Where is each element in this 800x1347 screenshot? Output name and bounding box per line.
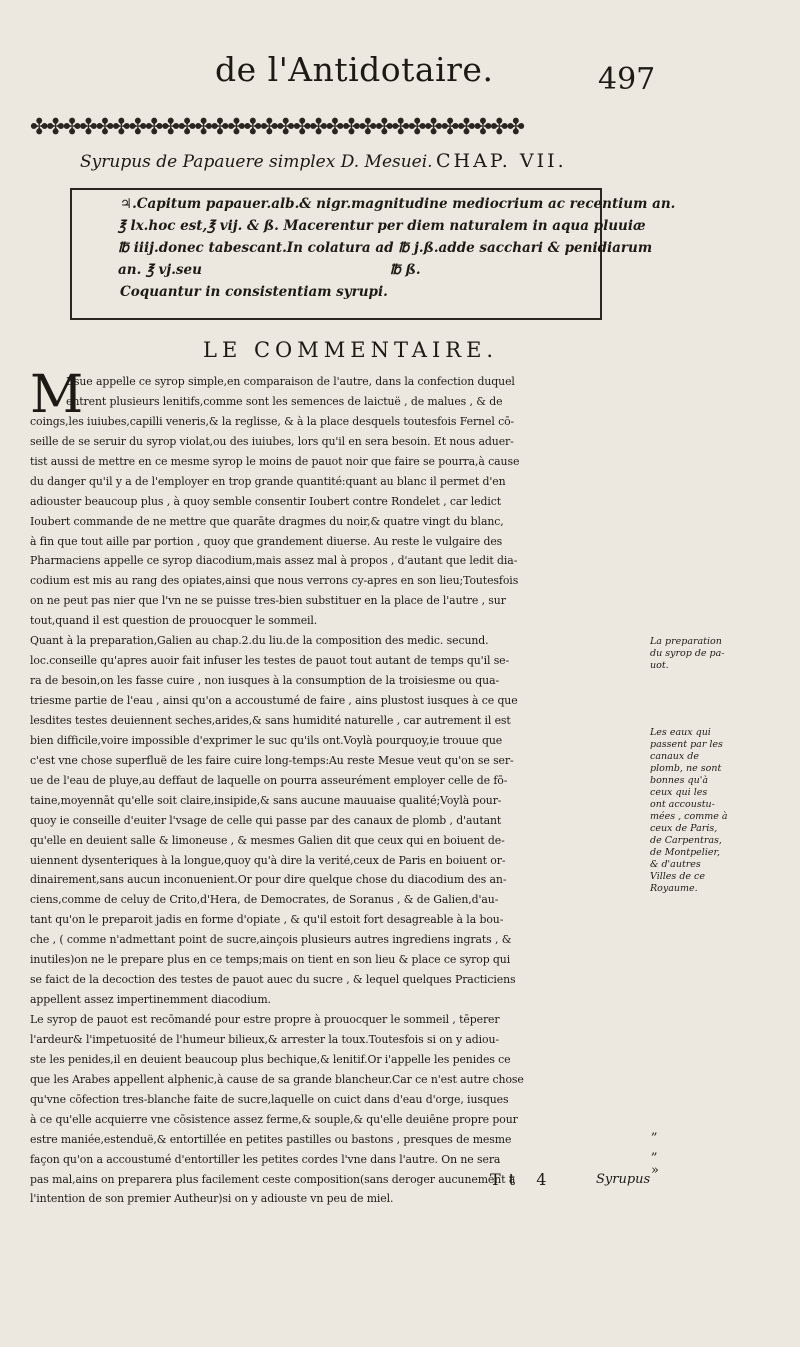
margin-note-line: passent par les <box>650 739 723 750</box>
drop-cap: M <box>30 365 84 425</box>
margin-note-line: Les eaux qui <box>650 727 711 738</box>
text-line: l'ardeur& l'impetuosité de l'humeur bilieux,& arrester la toux.Toutesfois si on y adiou- <box>30 1032 499 1046</box>
margin-note-line: Villes de ce <box>650 871 705 882</box>
text-line: tant qu'on le preparoit jadis en forme d'opiate , & qu'il estoit fort desagreable à la bou- <box>30 913 504 927</box>
text-line: codium est mis au rang des opiates,ainsi que nous verrons cy-apres en son lieu;Toutesfois <box>30 574 519 588</box>
ornament-glyphs: ✤✤✤✤✤✤✤✤✤✤✤✤✤✤✤✤✤✤✤✤✤✤✤✤✤✤✤✤✤✤ <box>30 115 524 140</box>
text-line: seille de se seruir du syrop violat,ou des iuiubes, lors qu'il en sera besoin. Et nous aduer- <box>30 434 514 448</box>
margin-note-line: uot. <box>650 660 669 671</box>
text-line: ciens,comme de celuy de Crito,d'Hera, de Democrates, de Soranus , & de Galien,d'au- <box>30 893 499 907</box>
text-line: taine,moyennāt qu'elle soit claire,insipide,& sans aucune mauuaise qualité;Voylà pour- <box>30 793 502 807</box>
quote-marks <box>651 1121 659 1181</box>
signature-mark: Tt 4 <box>490 1170 555 1189</box>
recipe-line: Coquantur in consistentiam syrupi. <box>120 284 388 300</box>
text-line: Quant à la preparation,Galien au chap.2.du liu.de la composition des medic. secund. <box>30 634 489 648</box>
text-line: Le syrop de pauot est recōmandé pour estre propre à prouocquer le sommeil , tēperer <box>30 1013 500 1026</box>
ornament-band <box>30 113 656 143</box>
text-line: bien difficile,voire impossible d'exprimer le suc qu'ils ont.Voylà pourquoy,ie trouue que <box>30 733 503 747</box>
margin-note-line: ceux qui les <box>650 787 708 798</box>
margin-note-line: plomb, ne sont <box>650 763 722 774</box>
text-line: Pharmaciens appelle ce syrop diacodium,mais assez mal à propos , d'autant que ledit dia- <box>30 554 518 568</box>
text-line: à ce qu'elle acquierre vne cōsistence assez ferme,& souple,& qu'elle deuiēne propre pour <box>30 1112 518 1126</box>
text-line: qu'elle en deuient salle & limoneuse , & mesmes Galien dit que ceux qui en boiuent de- <box>30 833 505 847</box>
text-line: estre maniée,estenduë,& entortillée en petites pastilles ou bastons , presques de mesme <box>30 1132 512 1146</box>
text-line: l'intention de son premier Autheur)si on y adiouste vn peu de miel. <box>30 1192 394 1206</box>
text-line: entrent plusieurs lenitifs,comme sont les semences de laictuë , de malues , & de <box>66 394 503 408</box>
recipe-line: ℔ iiij.donec tabescant.In colatura ad ℔ j.ß.adde sacchari & penidiarum <box>118 240 653 256</box>
text-line: à fin que tout aille par portion , quoy que grandement diuerse. Au reste le vulgaire des <box>30 534 503 548</box>
text-line: dinairement,sans aucun inconuenient.Or pour dire quelque chose du diacodium des an- <box>30 873 507 887</box>
text-line: adiouster beaucoup plus , à quoy semble consentir Ioubert contre Rondelet , car ledict <box>30 494 502 508</box>
quote-mark: „ <box>651 1142 658 1158</box>
text-line: Esue appelle ce syrop simple,en comparaison de l'autre, dans la confection duquel <box>66 375 515 388</box>
text-line: loc.conseille qu'apres auoir fait infuser les testes de pauot tout autant de temps qu'il se- <box>30 654 510 668</box>
margin-note-line: de Carpentras, <box>650 835 722 846</box>
text-line: quoy ie conseille d'euiter l'vsage de celle qui passe par des canaux de plomb , d'autant <box>30 813 502 827</box>
recipe-box <box>70 188 676 320</box>
text-line: coings,les iuiubes,capilli veneris,& la reglisse, & à la place desquels toutesfois Fernel cō- <box>30 414 515 428</box>
quote-mark: » <box>651 1162 659 1178</box>
text-line: inutiles)on ne le prepare plus en ce temps;mais on tient en son lieu & place ce syrop qui <box>30 953 511 967</box>
margin-note-preparation <box>650 636 725 672</box>
margin-note-line: du syrop de pa- <box>650 648 725 659</box>
margin-note-line: de Montpelier, <box>650 847 721 858</box>
chapter-title: Syrupus de Papauere simplex D. Mesuei. <box>80 152 433 172</box>
text-line: tist aussi de mettre en ce mesme syrop le moins de pauot noir que faire se pourra,à cause <box>30 454 520 468</box>
text-line: qu'vne cōfection tres-blanche faite de sucre,laquelle on cuict dans d'eau d'orge, iusques <box>30 1092 509 1106</box>
text-line: pas mal,ains on preparera plus facilement ceste composition(sans deroger aucunement à <box>30 1172 516 1186</box>
text-line: tout,quand il est question de prouocquer le sommeil. <box>30 614 318 628</box>
text-line: ste les penides,il en deuient beaucoup plus bechique,& lenitif.Or i'appelle les penides ce <box>30 1052 511 1066</box>
chapter-number: CHAP. VII. <box>436 150 567 172</box>
text-line: on ne peut pas nier que l'vn ne se puisse tres-bien substituer en la place de l'autre , sur <box>30 594 506 608</box>
margin-note-line: bonnes qu'à <box>650 775 709 786</box>
margin-note-line: ceux de Paris, <box>650 823 718 834</box>
margin-note-line: Royaume. <box>650 883 698 894</box>
text-line: Ioubert commande de ne mettre que quarāte dragmes du noir,& quatre vingt du blanc, <box>30 514 504 528</box>
recipe-line: ℥ lx.hoc est,℥ vij. & ß. Macerentur per diem naturalem in aqua pluuiæ <box>118 218 646 234</box>
text-line: che , ( comme n'admettant point de sucre,ainçois plusieurs autres ingrediens ingrats , & <box>30 933 512 947</box>
text-line: du danger qu'il y a de l'employer en trop grande quantité:quant au blanc il permet d'en <box>30 474 506 488</box>
text-line: se faict de la decoction des testes de pauot auec du sucre , & lequel quelques Practiciens <box>30 973 516 987</box>
text-line: c'est vne chose superfluë de les faire cuire long-temps:Au reste Mesue veut qu'on se ser- <box>30 753 514 767</box>
text-line: appellent assez impertinemment diacodium. <box>30 993 271 1007</box>
text-line: lesdites testes deuiennent seches,arides,& sans humidité naturelle , car autrement il est <box>30 713 511 727</box>
margin-note-line: canaux de <box>650 751 699 762</box>
margin-note-line: ont accoustu- <box>650 799 715 810</box>
quote-mark: „ <box>651 1123 658 1138</box>
running-title: de l'Antidotaire. <box>215 50 494 89</box>
margin-note-eaux <box>650 727 728 895</box>
margin-note-line: La preparation <box>650 636 722 647</box>
page-number: 497 <box>598 62 656 97</box>
text-line: que les Arabes appellent alphenic,à cause de sa grande blancheur.Car ce n'est autre chose <box>30 1072 524 1086</box>
text-line: triesme partie de l'eau , ainsi qu'on a accoustumé de faire , ains plustost iusques à ce que <box>30 694 518 707</box>
commentary-body <box>30 372 650 1209</box>
commentary-heading: LE COMMENTAIRE. <box>203 338 499 362</box>
text-line: façon qu'on a accoustumé d'entortiller les petites cordes l'vne dans l'autre. On ne sera <box>30 1152 501 1166</box>
text-line: ue de l'eau de pluye,au deffaut de laquelle on pourra asseurément employer celle de fō- <box>30 773 508 787</box>
recipe-line: ♃.Capitum papauer.alb.& nigr.magnitudine mediocrium ac recentium an. <box>120 196 676 212</box>
catchword: Syrupus <box>596 1172 651 1187</box>
text-line: ra de besoin,on les fasse cuire , non iusques à la consumption de la troisiesme ou qua- <box>30 674 500 688</box>
margin-note-line: mées , comme à <box>650 811 728 822</box>
recipe-line: an. ℥ vj.seu ℔ ß. <box>118 262 421 278</box>
margin-note-line: & d'autres <box>650 859 701 870</box>
text-line: uiennent dysenteriques à la longue,quoy qu'à dire la verité,ceux de Paris en boiuent or- <box>30 853 506 867</box>
